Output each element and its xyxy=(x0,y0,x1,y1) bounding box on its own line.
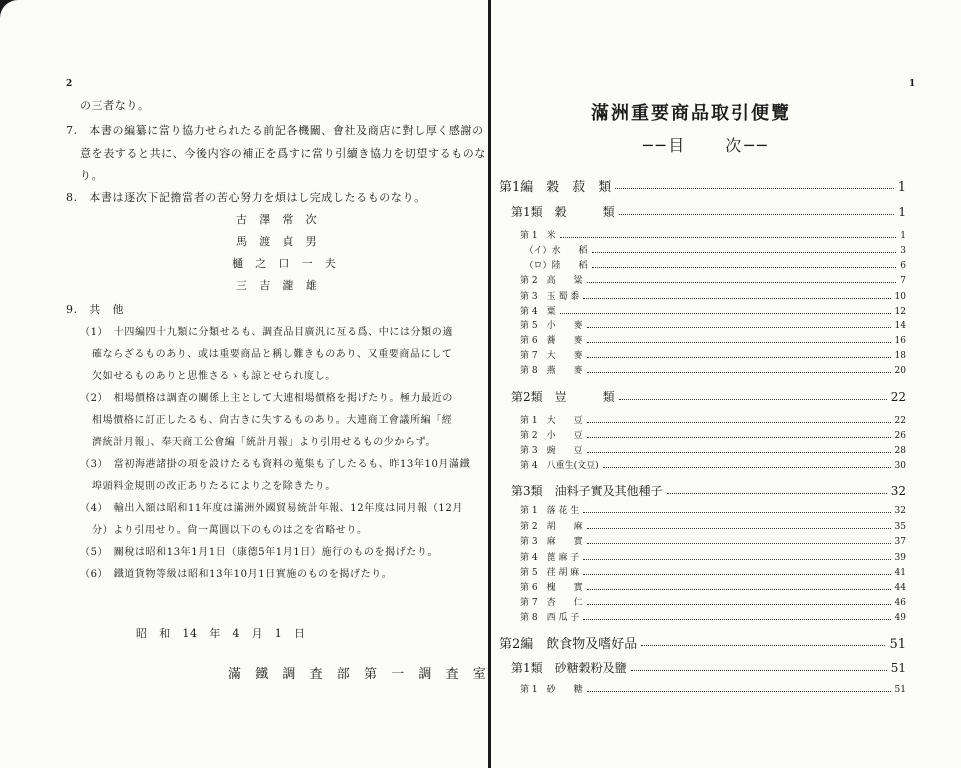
toc-leader-dots xyxy=(587,282,897,283)
item-line: （3） 當初海港諸掛の項を設けたるも資料の蒐集も了したるも、昨13年10月滿鐵 xyxy=(80,459,471,470)
text-line: 8. 本書は逐次下記擔當者の苦心努力を煩はし完成したるものなり。 xyxy=(66,191,426,204)
toc-entry xyxy=(520,289,906,302)
item-line: （6） 鐵道貨物等級は昭和13年10月1日實施のものを揭げたり。 xyxy=(80,569,393,580)
toc-entry xyxy=(499,633,906,652)
text-line: の三者なり。 xyxy=(80,99,150,112)
toc-leader-dots xyxy=(587,543,891,544)
toc-entry-label: （ロ）陸 稻 xyxy=(520,261,588,271)
toc-entry-page: 22 xyxy=(894,416,906,426)
toc-entry xyxy=(520,363,906,376)
staff-name: 三 吉 瀧 雄 xyxy=(236,279,318,292)
toc-leader-dots xyxy=(592,267,897,268)
toc-entry-label: 第2編 飲食物及嗜好品 xyxy=(499,637,638,652)
toc-entry xyxy=(511,388,906,405)
text-line: 9. 共 他 xyxy=(66,303,125,316)
item-line: （2） 相場價格は調査の關係上主として大連相場價格を掲げたり。極力最近の xyxy=(80,393,453,404)
toc-entry-page: 39 xyxy=(894,553,906,563)
toc-entry xyxy=(520,318,906,331)
toc-heading: ──目 次── xyxy=(643,136,770,155)
toc-entry-page: 41 xyxy=(894,568,906,578)
left-page-number: 2 xyxy=(66,79,73,89)
item-line: （5） 關稅は昭和13年1月1日（康德5年1月1日）施行のものを揭げたり。 xyxy=(80,547,439,558)
toc-entry-label: 第 4 蓖 麻 子 xyxy=(520,553,580,563)
toc-entry-page: 12 xyxy=(894,307,906,317)
toc-entry xyxy=(520,333,906,346)
toc-entry xyxy=(520,428,906,441)
book-title: 滿洲重要商品取引便覽 xyxy=(591,103,791,124)
toc-entry-label: 第 5 荏 胡 麻 xyxy=(520,568,580,578)
text-line: り。 xyxy=(80,169,104,182)
toc-entry-label: 第 1 大 豆 xyxy=(520,416,583,426)
toc-entry-label: 第 8 西 瓜 子 xyxy=(520,613,580,623)
toc-entry-page: 30 xyxy=(894,461,906,471)
toc-entry-label: 第 1 米 xyxy=(520,231,556,241)
toc-entry xyxy=(520,348,906,361)
toc-entry xyxy=(520,565,906,578)
toc-entry-page: 1 xyxy=(897,180,906,195)
item-line: 埠頭料金規則の改正ありたるにより之を除きたり。 xyxy=(92,481,336,492)
toc-leader-dots xyxy=(615,188,893,189)
toc-entry xyxy=(520,534,906,547)
toc-leader-dots xyxy=(583,619,890,620)
toc-entry-page: 6 xyxy=(900,261,906,271)
text-line: 7. 本書の編纂に當り協力せられたる前記各機關、會社及商店に對し厚く感謝の xyxy=(66,124,484,137)
toc-entry-label: 第 4 八重生(文豆) xyxy=(520,461,599,471)
toc-entry-page: 10 xyxy=(894,292,906,302)
toc-entry-page: 1 xyxy=(900,231,906,241)
toc-entry-label: 第 1 落 花 生 xyxy=(520,506,580,516)
toc-leader-dots xyxy=(667,493,887,494)
right-page xyxy=(491,0,961,768)
toc-entry-page: 46 xyxy=(894,598,906,608)
toc-entry xyxy=(499,176,906,195)
toc-entry-label: 第 3 玉 蜀 黍 xyxy=(520,292,580,302)
toc-entry xyxy=(511,203,906,220)
toc-leader-dots xyxy=(631,670,887,671)
toc-entry xyxy=(511,659,906,676)
toc-leader-dots xyxy=(587,604,891,605)
toc-entry-page: 35 xyxy=(894,522,906,532)
toc-leader-dots xyxy=(587,437,891,438)
toc-entry-label: 第 4 粟 xyxy=(520,307,556,317)
toc-entry xyxy=(520,243,906,256)
toc-leader-dots xyxy=(603,467,891,468)
toc-entry-page: 37 xyxy=(894,537,906,547)
toc-leader-dots xyxy=(641,645,885,646)
toc-entry-page: 18 xyxy=(894,351,906,361)
toc-entry-label: 第 3 豌 豆 xyxy=(520,446,583,456)
item-line: （1） 十四編四十九類に分類せるも、調査品目廣汎に亙る爲、中には分類の適 xyxy=(80,327,453,338)
toc-entry-page: 16 xyxy=(894,336,906,346)
toc-entry-page: 1 xyxy=(898,205,906,219)
item-line: 相場價格に訂正したるも、尙古きに失するものあり。大連商工會議所編「經 xyxy=(92,415,453,426)
toc-entry-label: 第 5 小 麥 xyxy=(520,321,583,331)
toc-entry xyxy=(511,482,906,499)
toc-entry xyxy=(520,228,906,241)
toc-leader-dots xyxy=(583,574,890,575)
toc-entry xyxy=(520,519,906,532)
toc-entry xyxy=(520,304,906,317)
staff-name: 樋 之 口 一 夫 xyxy=(232,257,337,270)
item-line: 濟統計月報」、奉天商工公會編「統計月報」より引用せるもの少からず。 xyxy=(92,437,436,448)
toc-entry xyxy=(520,458,906,471)
publisher-signature: 滿 鐵 調 査 部 第 一 調 査 室 xyxy=(228,667,487,682)
toc-entry-page: 14 xyxy=(894,321,906,331)
toc-entry-page: 26 xyxy=(894,431,906,441)
toc-entry xyxy=(520,258,906,271)
toc-entry-page: 51 xyxy=(890,661,906,675)
toc-entry-page: 51 xyxy=(889,637,906,652)
toc-entry-label: 第 7 大 麥 xyxy=(520,351,583,361)
toc-entry-label: 第 6 蕎 麥 xyxy=(520,336,583,346)
right-page-number: 1 xyxy=(909,79,916,89)
toc-entry-page: 51 xyxy=(894,685,906,695)
toc-leader-dots xyxy=(619,214,895,215)
toc-entry-label: 第2類 豈 類 xyxy=(511,390,615,404)
toc-entry-page: 20 xyxy=(894,366,906,376)
toc-entry-label: 第1編 穀 菽 類 xyxy=(499,180,612,195)
toc-leader-dots xyxy=(587,357,891,358)
toc-leader-dots xyxy=(587,528,891,529)
toc-entry-page: 3 xyxy=(900,246,906,256)
toc-entry xyxy=(520,595,906,608)
toc-leader-dots xyxy=(560,313,891,314)
toc-leader-dots xyxy=(583,559,890,560)
toc-entry-label: 第 2 胡 麻 xyxy=(520,522,583,532)
toc-entry-page: 49 xyxy=(894,613,906,623)
toc-leader-dots xyxy=(587,342,891,343)
toc-entry-page: 22 xyxy=(890,390,906,404)
toc-leader-dots xyxy=(587,422,891,423)
toc-entry-page: 44 xyxy=(894,583,906,593)
toc-entry-label: 第 6 槐 實 xyxy=(520,583,583,593)
item-line: （4） 輸出入額は昭和11年度は滿洲外國貿易統計年報、12年度は同月報（12月 xyxy=(80,503,463,514)
toc-entry-label: 第 8 燕 麥 xyxy=(520,366,583,376)
toc-entry-page: 32 xyxy=(890,484,906,498)
toc-leader-dots xyxy=(587,372,891,373)
toc-entry-label: 第 3 麻 實 xyxy=(520,537,583,547)
toc-leader-dots xyxy=(592,252,897,253)
staff-name: 古 澤 常 次 xyxy=(236,213,318,226)
toc-entry-label: 第3類 油料子實及其他種子 xyxy=(511,484,663,498)
toc-entry xyxy=(520,610,906,623)
item-line: 確ならざるものあり、或は重要商品と稱し難きものあり、又重要商品にして xyxy=(92,349,453,360)
toc-leader-dots xyxy=(583,298,890,299)
toc-entry-page: 32 xyxy=(894,506,906,516)
toc-entry xyxy=(520,580,906,593)
toc-leader-dots xyxy=(587,327,891,328)
toc-entry-page: 28 xyxy=(894,446,906,456)
text-line: 意を表すると共に、今後内容の補正を爲すに當り引續き協力を切望するものな xyxy=(80,147,486,160)
toc-entry xyxy=(520,550,906,563)
toc-entry-page: 7 xyxy=(900,276,906,286)
toc-leader-dots xyxy=(587,452,891,453)
staff-name: 馬 渡 貞 男 xyxy=(236,235,318,248)
toc-entry-label: （イ）水 稻 xyxy=(520,246,588,256)
toc-entry-label: 第 2 小 豆 xyxy=(520,431,583,441)
toc-leader-dots xyxy=(587,589,891,590)
toc-leader-dots xyxy=(619,399,887,400)
toc-entry-label: 第1類 砂糖穀粉及鹽 xyxy=(511,661,627,675)
toc-entry xyxy=(520,682,906,695)
item-line: 分）より引用せり。尙一萬圓以下のものは之を省略せり。 xyxy=(92,525,368,536)
item-line: 欠如せるものありと思惟さるゝも諒とせられ度し。 xyxy=(92,371,336,382)
toc-entry-label: 第 1 砂 糖 xyxy=(520,685,583,695)
toc-entry-label: 第 7 杏 仁 xyxy=(520,598,583,608)
toc-entry-label: 第1類 穀 類 xyxy=(511,205,615,219)
toc-entry xyxy=(520,273,906,286)
publication-date: 昭 和 14 年 4 月 1 日 xyxy=(136,627,306,640)
toc-leader-dots xyxy=(583,512,890,513)
toc-entry xyxy=(520,503,906,516)
toc-entry xyxy=(520,443,906,456)
toc-leader-dots xyxy=(560,237,897,238)
toc-leader-dots xyxy=(587,691,891,692)
toc-entry-label: 第 2 高 粱 xyxy=(520,276,583,286)
toc-entry xyxy=(520,413,906,426)
